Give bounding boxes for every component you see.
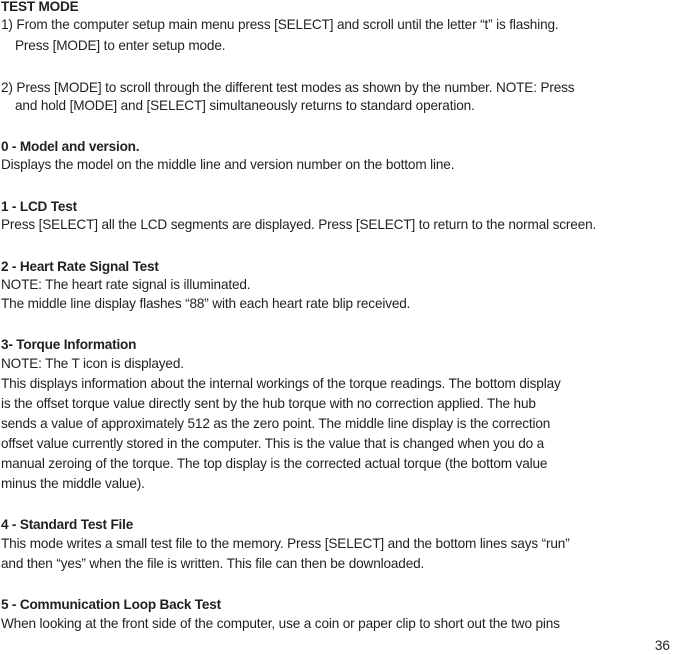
section-3-line: NOTE: The T icon is displayed. [1, 356, 184, 371]
section-3-heading: 3- Torque Information [1, 337, 137, 352]
section-1-line: Press [SELECT] all the LCD segments are displayed. Press [SELECT] to return to the normal screen. [1, 217, 597, 232]
section-4-line: This mode writes a small test file to the memory. Press [SELECT] and the bottom lines says “run” [1, 536, 570, 551]
section-3-line: is the offset torque value directly sent by the hub torque with no correction applied. The hub [1, 396, 536, 411]
section-3-line: manual zeroing of the torque. The top display is the corrected actual torque (the bottom value [1, 456, 548, 471]
section-0-heading: 0 - Model and version. [1, 139, 140, 154]
step-2-line-2: and hold [MODE] and [SELECT] simultaneously returns to standard operation. [15, 98, 475, 113]
section-5-heading: 5 - Communication Loop Back Test [1, 597, 221, 612]
section-5-line: When looking at the front side of the computer, use a coin or paper clip to short out the two pins [1, 616, 560, 631]
page-title: TEST MODE [1, 0, 79, 14]
section-2-heading: 2 - Heart Rate Signal Test [1, 259, 159, 274]
section-3-line: offset value currently stored in the computer. This is the value that is changed when you do a [1, 436, 545, 451]
section-2-line: NOTE: The heart rate signal is illuminated. [1, 277, 251, 292]
section-4-heading: 4 - Standard Test File [1, 517, 134, 532]
section-3-line: This displays information about the internal workings of the torque readings. The bottom display [1, 376, 561, 391]
page-number: 36 [654, 638, 670, 653]
step-2-line-1: 2) Press [MODE] to scroll through the different test modes as shown by the number. NOTE: Press [1, 80, 575, 95]
section-3-line: minus the middle value). [1, 476, 145, 491]
section-2-line: The middle line display flashes “88” with each heart rate blip received. [1, 296, 411, 311]
section-4-line: and then “yes” when the file is written. This file can then be downloaded. [1, 556, 425, 571]
section-3-line: sends a value of approximately 512 as the zero point. The middle line display is the correction [1, 416, 551, 431]
step-1-line-1: 1) From the computer setup main menu press [SELECT] and scroll until the letter “t” is flashing. [1, 17, 559, 32]
section-1-heading: 1 - LCD Test [1, 199, 77, 214]
step-1-line-2: Press [MODE] to enter setup mode. [15, 38, 226, 53]
section-0-line: Displays the model on the middle line and version number on the bottom line. [1, 157, 455, 172]
